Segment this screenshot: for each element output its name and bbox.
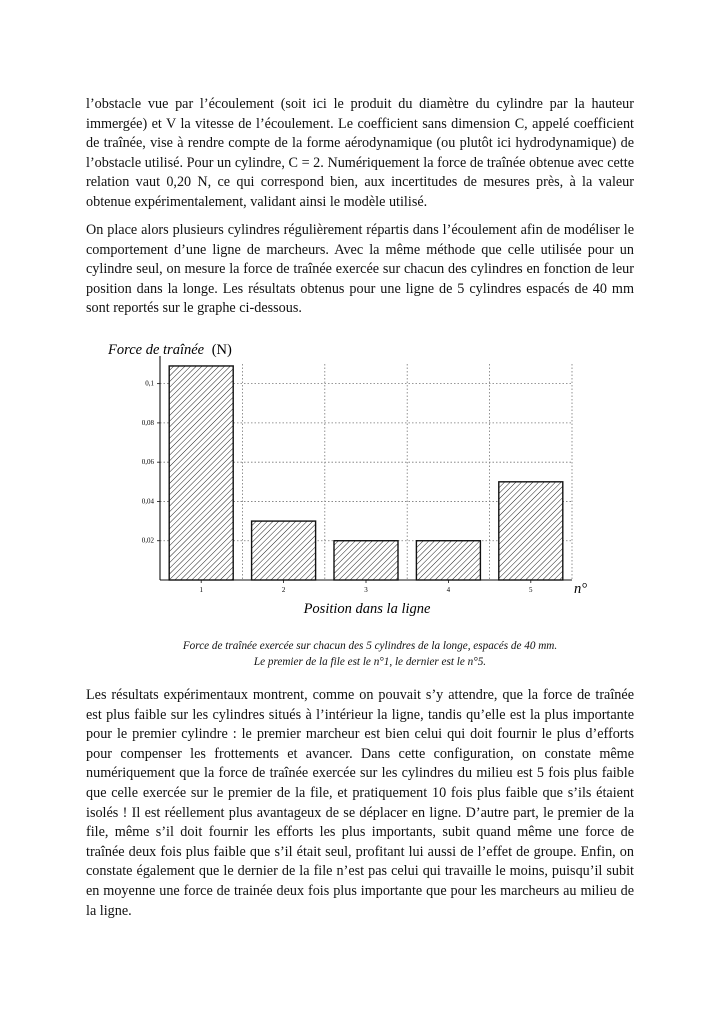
figure-caption xyxy=(110,639,630,670)
x-tick-label: 3 xyxy=(364,586,368,594)
bar-position-5 xyxy=(499,482,563,580)
caption-line-1: Force de traînée exercée sur chacun des 5 cylindres de la longe, espacés de 40 mm. xyxy=(182,640,558,652)
drag-force-bar-chart xyxy=(96,336,606,626)
bar-position-1 xyxy=(169,366,233,580)
y-axis-label: Force de traînée (N) xyxy=(108,342,232,358)
caption-line-2: Le premier de la file est le n°1, le dernier est le n°5. xyxy=(253,655,487,668)
y-tick-label: 0,02 xyxy=(141,536,154,545)
y-tick-label: 0,1 xyxy=(145,379,154,388)
x-tick-label: 5 xyxy=(529,586,533,594)
x-axis-label: Position dans la ligne xyxy=(303,601,431,617)
x-tick-label: 2 xyxy=(281,586,286,594)
y-tick-label: 0,04 xyxy=(141,497,154,506)
x-axis-symbol: n° xyxy=(574,581,588,597)
paragraph-intro: l’obstacle vue par l’écoulement (soit ici le produit du diamètre du cylindre par la hauteur immergée) et V la vitesse de l’écoulement. Le coefficient sans dimension C, appelé coefficient de traînée, vise à rendre compte de la forme aérodynamique (ou plutôt ici hydrodynamique) de l’obstacle utilisé. Pour un cylindre, C = 2. Numériquement la force de traînée obtenue avec cette relation vaut 0,20 N, ce qui correspond bien, aux incertitudes de mesures près, à la valeur obtenue expérimentalement, validant ainsi le modèle utilisé. xyxy=(86,96,634,210)
bars xyxy=(169,366,563,580)
x-tick-label: 1 xyxy=(199,586,203,594)
x-tick-label: 4 xyxy=(446,586,451,594)
bar-position-3 xyxy=(334,541,398,580)
paragraph-results: Les résultats expérimentaux montrent, comme on pouvait s’y attendre, que la force de traînée est plus faible sur les cylindres situés à l’intérieur la ligne, tandis qu’elle est la plus importante pour le premier cylindre : le premier marcheur est bien celui qui doit fournir le plus d’efforts pour compenser les frottements et avancer. Dans cette configuration, on constate même numériquement que la force de traînée exercée sur les cylindres du milieu est 5 fois plus faible que celle exercée sur le premier de la file, et pratiquement 10 fois plus faible que s’ils étaient isolés ! Il est réellement plus avantageux de se déplacer en ligne. D’autre part, le premier de la file, même s’il doit fournir les efforts les plus importants, subit quand même une force de traînée deux fois plus faible que s’il était seul, profitant lui aussi de l’effet de groupe. Enfin, on constate également que le dernier de la file n’est pas celui qui travaille le moins, puisqu’il subit en moyenne une force de trainée deux fois plus importante que pour les marcheurs au milieu de la ligne. xyxy=(86,687,634,919)
bar-position-2 xyxy=(252,521,316,580)
y-tick-label: 0,08 xyxy=(141,418,154,427)
y-tick-label: 0,06 xyxy=(141,458,154,467)
paragraph-setup: On place alors plusieurs cylindres régulièrement répartis dans l’écoulement afin de modéliser le comportement d’une ligne de marcheurs. Avec la même méthode que celle utilisée pour un cylindre seul, on mesure la force de traînée exercée sur chacun des cylindres en fonction de leur position dans la longe. Les résultats obtenus pour une ligne de 5 cylindres espacés de 40 mm sont reportés sur le graphe ci-dessous. xyxy=(86,222,634,317)
bar-position-4 xyxy=(416,541,480,580)
